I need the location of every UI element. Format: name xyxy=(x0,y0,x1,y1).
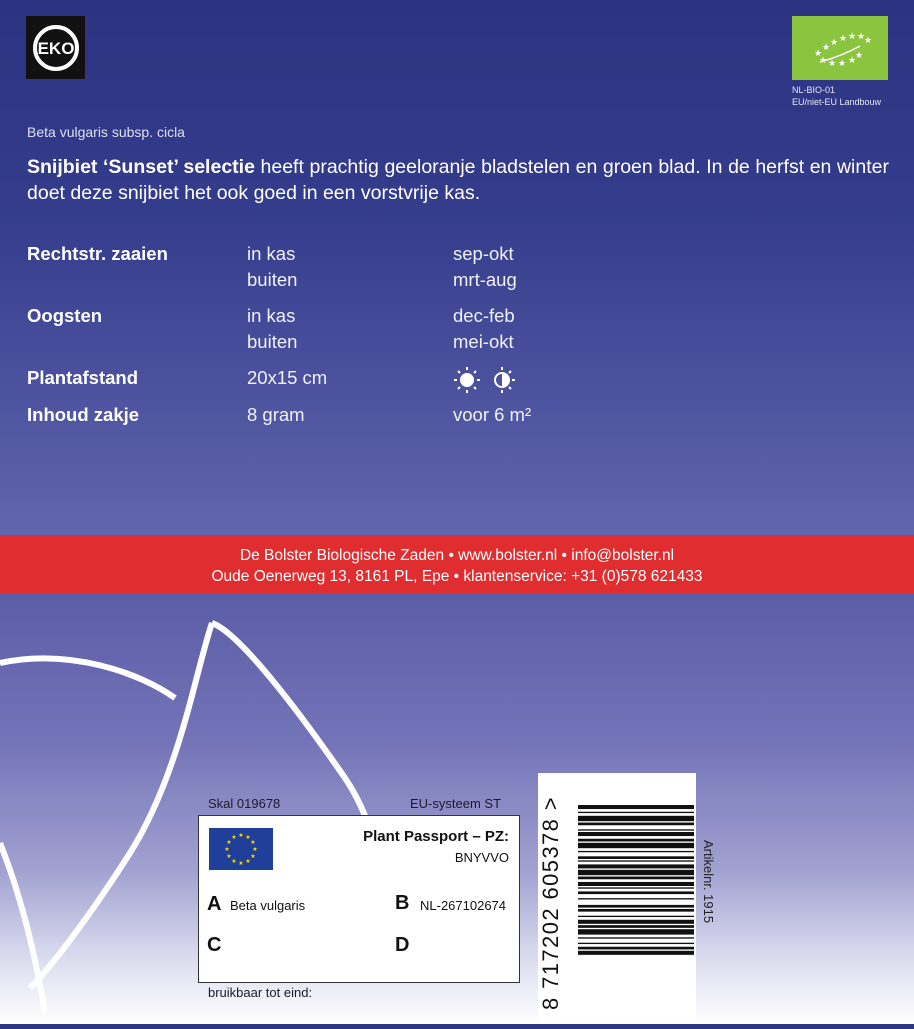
svg-text:★: ★ xyxy=(231,859,237,865)
svg-text:★: ★ xyxy=(819,55,828,65)
svg-text:★: ★ xyxy=(226,854,232,860)
passport-value-a: Beta vulgaris xyxy=(230,898,306,913)
harvest-where-1: in kas xyxy=(247,305,296,326)
svg-text:★: ★ xyxy=(245,859,251,865)
spacing-value: 20x15 cm xyxy=(247,367,328,388)
sow-where-2: buiten xyxy=(247,269,298,290)
passport-title: Plant Passport – PZ: xyxy=(363,828,509,845)
latin-name: Beta vulgaris subsp. cicla xyxy=(27,124,185,140)
eu-code-line1: NL-BIO-01 xyxy=(792,85,836,95)
svg-text:★: ★ xyxy=(848,55,857,65)
article-number: Artikelnr. 1915 xyxy=(701,840,716,924)
eu-flag-icon xyxy=(209,828,273,870)
half-shade-icon xyxy=(495,367,515,393)
svg-text:★: ★ xyxy=(245,835,251,841)
svg-text:★: ★ xyxy=(839,33,848,43)
svg-text:★: ★ xyxy=(226,840,232,846)
skal-number: Skal 019678 xyxy=(208,796,281,811)
eu-code-line2: EU/niet-EU Landbouw xyxy=(792,97,882,107)
svg-text:★: ★ xyxy=(848,31,857,41)
eu-organic-logo xyxy=(792,16,888,80)
passport-letter-a: A xyxy=(207,893,222,915)
content-label: Inhoud zakje xyxy=(27,404,140,425)
eu-system: EU-systeem ST xyxy=(410,796,502,811)
passport-letter-d: D xyxy=(395,934,410,956)
passport-letter-b: B xyxy=(395,892,410,914)
svg-text:★: ★ xyxy=(857,31,866,41)
sun-icon xyxy=(454,367,480,393)
eko-logo-text: EKO xyxy=(37,38,74,58)
eko-logo xyxy=(26,16,85,79)
harvest-where-2: buiten xyxy=(247,331,298,352)
product-name: Snijbiet ‘Sunset’ selectie xyxy=(27,156,255,178)
barcode-digits: 8 717202 605378 > xyxy=(538,795,563,1010)
svg-text:★: ★ xyxy=(252,847,258,853)
sow-where-1: in kas xyxy=(247,243,296,264)
sun-requirement xyxy=(453,365,523,400)
harvest-when-2: mei-okt xyxy=(453,331,514,352)
svg-text:★: ★ xyxy=(855,50,864,60)
passport-letter-c: C xyxy=(207,934,222,956)
svg-text:★: ★ xyxy=(822,42,831,52)
description-text: heeft prachtig geeloranje bladstelen en groen blad. In de herfst en winter doet deze snijbiet het ook goed in een vorstvrije kas. xyxy=(27,156,889,204)
sow-when-1: sep-okt xyxy=(453,243,514,264)
plant-passport xyxy=(198,815,520,983)
company-band xyxy=(0,535,914,593)
svg-text:★: ★ xyxy=(864,35,873,45)
sow-when-2: mrt-aug xyxy=(453,269,517,290)
harvest-when-1: dec-feb xyxy=(453,305,515,326)
svg-text:★: ★ xyxy=(238,861,244,867)
svg-text:★: ★ xyxy=(238,833,244,839)
passport-code: BNYVVO xyxy=(454,850,509,865)
passport-value-b: NL-267102674 xyxy=(420,898,507,913)
svg-text:★: ★ xyxy=(838,58,847,68)
eko-logo-mark xyxy=(31,23,81,73)
company-line2: Oude Oenerweg 13, 8161 PL, Epe • klantenservice: +31 (0)578 621433 xyxy=(211,568,703,585)
svg-text:★: ★ xyxy=(828,58,837,68)
sow-label: Rechtstr. zaaien xyxy=(27,243,168,264)
svg-text:★: ★ xyxy=(224,847,230,853)
eu-leaf-stars-icon xyxy=(792,16,888,80)
eu-organic-code xyxy=(792,84,881,108)
svg-text:★: ★ xyxy=(231,835,237,841)
company-line1: De Bolster Biologische Zaden • www.bolster.nl • info@bolster.nl xyxy=(239,547,675,564)
svg-text:★: ★ xyxy=(830,37,839,47)
content-value: 8 gram xyxy=(247,404,305,425)
svg-text:★: ★ xyxy=(814,48,823,58)
svg-text:★: ★ xyxy=(250,854,256,860)
content-area: voor 6 m² xyxy=(453,404,532,425)
harvest-label: Oogsten xyxy=(27,305,103,326)
usable-until: bruikbaar tot eind: xyxy=(208,985,313,1000)
spacing-label: Plantafstand xyxy=(27,367,139,388)
product-description xyxy=(27,154,889,206)
svg-text:★: ★ xyxy=(250,840,256,846)
